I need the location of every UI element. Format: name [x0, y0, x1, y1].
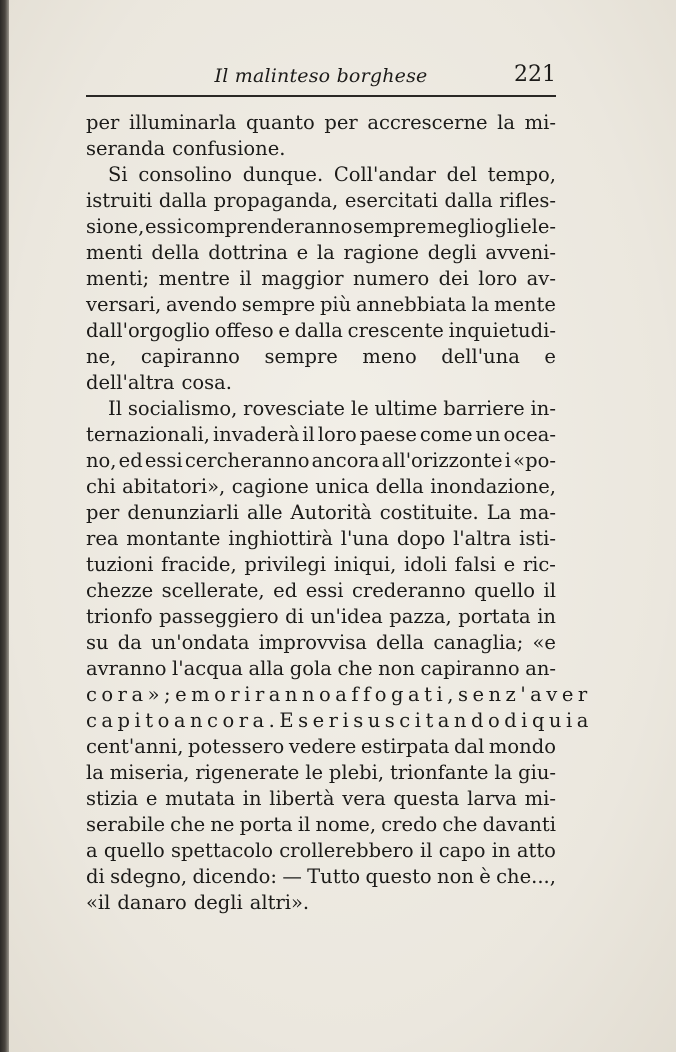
text-line: no, ed essi cercheranno ancora all'orizzonte i «po- [86, 449, 556, 472]
book-spine-edge [0, 0, 9, 1052]
page-number: 221 [514, 62, 556, 87]
text-line: istruiti dalla propaganda, esercitati dalla rifles- [86, 189, 556, 212]
text-line: menti della dottrina e la ragione degli avveni- [86, 241, 556, 264]
text-line: Il socialismo, rovesciate le ultime barriere in- [108, 397, 556, 420]
text-line: versari, avendo sempre più annebbiata la mente [86, 293, 556, 316]
text-line: stizia e mutata in libertà vera questa larva mi- [86, 787, 556, 810]
text-line: trionfo passeggiero di un'idea pazza, portata in [86, 605, 556, 628]
text-line: cora»; e moriranno affogati, senz'aver [86, 683, 592, 706]
text-line: la miseria, rigenerate le plebi, trionfante la giu- [86, 761, 556, 784]
running-header [86, 62, 556, 92]
text-line: sione, essi comprenderanno sempre meglio gli ele- [86, 215, 556, 238]
text-line: seranda confusione. [86, 137, 286, 160]
text-line: per illuminarla quanto per accrescerne la mi- [86, 111, 556, 134]
text-line: di sdegno, dicendo: — Tutto questo non è che..., [86, 865, 556, 888]
header-rule [86, 95, 556, 97]
text-line: per denunziarli alle Autorità costituite. La ma- [86, 501, 556, 524]
text-line: chi abitatori», cagione unica della inondazione, [86, 475, 556, 498]
text-line: Si consolino dunque. Coll'andar del tempo, [108, 163, 556, 186]
text-line: ne, capiranno sempre meno dell'una e [86, 345, 556, 368]
text-line: chezze scellerate, ed essi crederanno quello il [86, 579, 556, 602]
text-line: serabile che ne porta il nome, credo che davanti [86, 813, 556, 836]
text-line: ternazionali, invaderà il loro paese come un ocea- [86, 423, 556, 446]
text-line: avranno l'acqua alla gola che non capiranno an- [86, 657, 556, 680]
text-line: dell'altra cosa. [86, 371, 233, 394]
running-title: Il malinteso borghese [214, 65, 428, 87]
text-line: capito ancora. E se risuscitando di qui a [86, 709, 593, 732]
text-line: a quello spettacolo crollerebbero il capo in atto [86, 839, 556, 862]
text-line: dall'orgoglio offeso e dalla crescente inquietudi- [86, 319, 556, 342]
text-line: su da un'ondata improvvisa della canaglia; «e [86, 631, 556, 654]
text-line: rea montante inghiottirà l'una dopo l'altra isti- [86, 527, 556, 550]
text-line: cent'anni, potessero vedere estirpata dal mondo [86, 735, 556, 758]
text-line: menti; mentre il maggior numero dei loro av- [86, 267, 556, 290]
body-text [86, 110, 593, 916]
text-line: tuzioni fracide, privilegi iniqui, idoli falsi e ric- [86, 553, 556, 576]
text-line: «il danaro degli altri». [86, 891, 310, 914]
